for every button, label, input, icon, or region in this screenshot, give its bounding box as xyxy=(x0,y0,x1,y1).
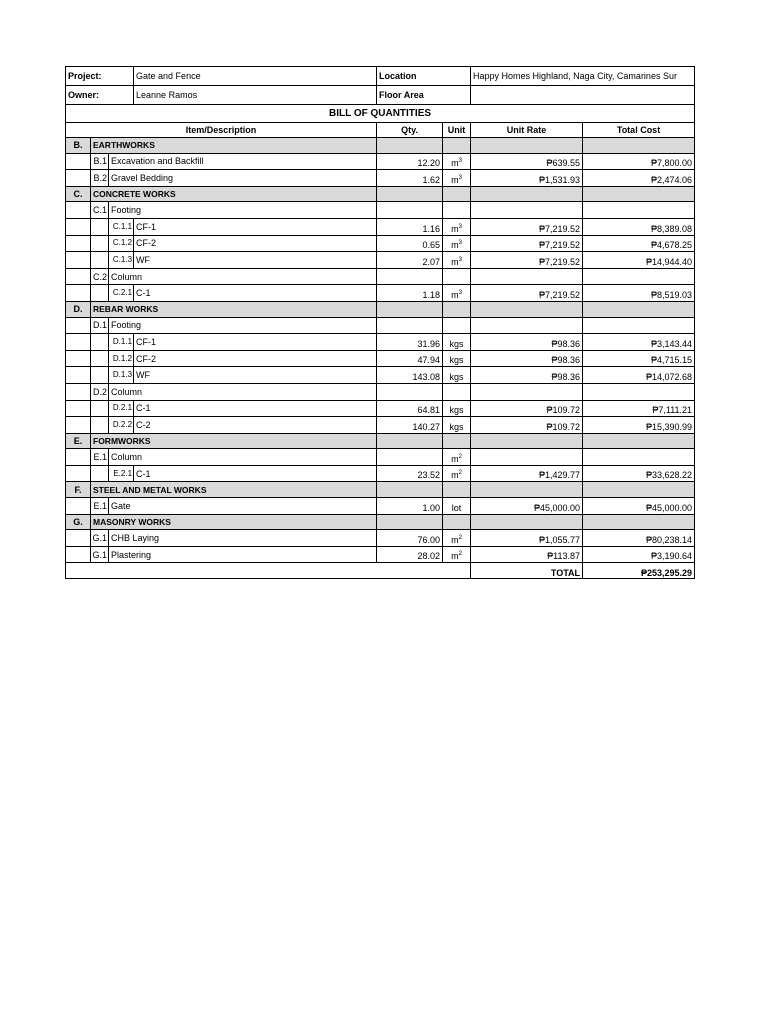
table-row xyxy=(66,546,695,563)
spacer-cell xyxy=(91,465,109,482)
table-row xyxy=(66,417,695,434)
spacer-cell xyxy=(66,153,91,170)
item-qty: 76.00 xyxy=(377,530,443,547)
item-unit xyxy=(443,498,471,515)
item-unit xyxy=(443,383,471,400)
section-total-cell xyxy=(583,433,695,449)
total-value: ₱253,295.29 xyxy=(583,563,695,579)
item-code: D.1.2 xyxy=(109,350,134,367)
item-code: C.2.1 xyxy=(109,285,134,302)
item-description: CF-2 xyxy=(134,350,377,367)
table-row xyxy=(66,268,695,285)
item-total-cost: ₱80,238.14 xyxy=(583,530,695,547)
item-unit xyxy=(443,417,471,434)
item-total-cost xyxy=(583,268,695,285)
unit-text: m xyxy=(451,551,459,562)
table-row xyxy=(66,383,695,400)
item-unit xyxy=(443,153,471,170)
spacer-cell xyxy=(91,367,109,384)
unit-text: kgs xyxy=(449,355,464,366)
section-row xyxy=(66,138,695,154)
item-qty xyxy=(377,383,443,400)
item-qty: 28.02 xyxy=(377,546,443,563)
section-qty-cell xyxy=(377,186,443,202)
col-header-item: Item/Description xyxy=(66,123,377,138)
table-row xyxy=(66,317,695,334)
item-unit xyxy=(443,252,471,269)
boq-table xyxy=(65,66,695,579)
item-qty: 23.52 xyxy=(377,465,443,482)
item-qty: 1.62 xyxy=(377,170,443,187)
item-description: WF xyxy=(134,252,377,269)
item-qty: 64.81 xyxy=(377,400,443,417)
section-total-cell xyxy=(583,482,695,498)
item-description: WF xyxy=(134,367,377,384)
item-unit-rate: ₱98.36 xyxy=(471,350,583,367)
unit-text: m xyxy=(451,534,459,545)
item-total-cost: ₱14,944.40 xyxy=(583,252,695,269)
table-row xyxy=(66,350,695,367)
table-row xyxy=(66,498,695,515)
section-unit-cell xyxy=(443,482,471,498)
table-row xyxy=(66,202,695,219)
total-label: TOTAL xyxy=(471,563,583,579)
total-spacer xyxy=(66,563,471,579)
item-total-cost: ₱33,628.22 xyxy=(583,465,695,482)
section-title: FORMWORKS xyxy=(91,433,377,449)
section-qty-cell xyxy=(377,301,443,317)
section-code: D. xyxy=(66,301,91,317)
unit-text: m xyxy=(451,256,459,267)
table-row xyxy=(66,449,695,466)
section-qty-cell xyxy=(377,514,443,530)
item-unit xyxy=(443,218,471,235)
unit-text: kgs xyxy=(449,371,464,382)
unit-exponent: 3 xyxy=(458,256,462,263)
item-description: C-2 xyxy=(134,417,377,434)
spacer-cell xyxy=(91,400,109,417)
item-description: CF-2 xyxy=(134,235,377,252)
item-total-cost: ₱45,000.00 xyxy=(583,498,695,515)
item-code: D.1.1 xyxy=(109,334,134,351)
item-total-cost: ₱4,715.15 xyxy=(583,350,695,367)
item-code: G.1 xyxy=(91,546,109,563)
spacer-cell xyxy=(66,170,91,187)
item-code: C.1.3 xyxy=(109,252,134,269)
spacer-cell xyxy=(66,317,91,334)
floor-area-value xyxy=(471,86,695,105)
table-row xyxy=(66,530,695,547)
section-rate-cell xyxy=(471,482,583,498)
item-qty: 0.65 xyxy=(377,235,443,252)
item-unit-rate: ₱45,000.00 xyxy=(471,498,583,515)
spacer-cell xyxy=(66,530,91,547)
document-title: BILL OF QUANTITIES xyxy=(66,105,695,123)
item-unit xyxy=(443,268,471,285)
unit-text: m xyxy=(451,240,459,251)
spacer-cell xyxy=(91,252,109,269)
col-header-unit-rate: Unit Rate xyxy=(471,123,583,138)
unit-exponent: 3 xyxy=(458,289,462,296)
item-code: G.1 xyxy=(91,530,109,547)
col-header-unit: Unit xyxy=(443,123,471,138)
item-qty xyxy=(377,202,443,219)
item-code: C.1.2 xyxy=(109,235,134,252)
floor-area-label: Floor Area xyxy=(377,86,471,105)
item-unit-rate: ₱98.36 xyxy=(471,334,583,351)
table-row xyxy=(66,334,695,351)
column-header-row xyxy=(66,123,695,138)
section-rate-cell xyxy=(471,301,583,317)
section-total-cell xyxy=(583,514,695,530)
spacer-cell xyxy=(66,465,91,482)
spacer-cell xyxy=(91,334,109,351)
table-row xyxy=(66,153,695,170)
item-unit xyxy=(443,367,471,384)
spacer-cell xyxy=(66,268,91,285)
section-unit-cell xyxy=(443,433,471,449)
item-total-cost: ₱3,143.44 xyxy=(583,334,695,351)
spacer-cell xyxy=(91,235,109,252)
item-total-cost: ₱4,678.25 xyxy=(583,235,695,252)
spacer-cell xyxy=(66,498,91,515)
item-total-cost xyxy=(583,202,695,219)
item-code: D.1 xyxy=(91,317,109,334)
section-total-cell xyxy=(583,186,695,202)
spacer-cell xyxy=(66,334,91,351)
item-description: Column xyxy=(109,268,377,285)
item-code: E.1 xyxy=(91,498,109,515)
item-description: Excavation and Backfill xyxy=(109,153,377,170)
spacer-cell xyxy=(91,417,109,434)
project-row xyxy=(66,67,695,86)
table-row xyxy=(66,285,695,302)
table-row xyxy=(66,235,695,252)
item-total-cost: ₱8,389.08 xyxy=(583,218,695,235)
item-description: C-1 xyxy=(134,465,377,482)
item-unit xyxy=(443,202,471,219)
item-qty: 1.16 xyxy=(377,218,443,235)
item-unit-rate xyxy=(471,449,583,466)
item-code: C.2 xyxy=(91,268,109,285)
section-qty-cell xyxy=(377,433,443,449)
table-row xyxy=(66,367,695,384)
item-unit-rate xyxy=(471,202,583,219)
item-total-cost xyxy=(583,317,695,334)
section-row xyxy=(66,482,695,498)
unit-text: m xyxy=(451,453,459,464)
unit-text: m xyxy=(451,158,459,169)
item-unit-rate xyxy=(471,383,583,400)
item-description: Footing xyxy=(109,202,377,219)
section-total-cell xyxy=(583,301,695,317)
item-description: CF-1 xyxy=(134,218,377,235)
item-qty: 140.27 xyxy=(377,417,443,434)
item-total-cost: ₱7,111.21 xyxy=(583,400,695,417)
item-unit-rate: ₱113.87 xyxy=(471,546,583,563)
item-unit xyxy=(443,317,471,334)
owner-label: Owner: xyxy=(66,86,134,105)
section-title: EARTHWORKS xyxy=(91,138,377,154)
item-description: Footing xyxy=(109,317,377,334)
item-description: Plastering xyxy=(109,546,377,563)
location-value: Happy Homes Highland, Naga City, Camarines Sur xyxy=(471,67,695,86)
item-unit xyxy=(443,465,471,482)
table-row xyxy=(66,218,695,235)
spacer-cell xyxy=(66,285,91,302)
unit-exponent: 3 xyxy=(458,223,462,230)
unit-text: kgs xyxy=(449,405,464,416)
section-qty-cell xyxy=(377,138,443,154)
section-total-cell xyxy=(583,138,695,154)
item-code: B.2 xyxy=(91,170,109,187)
item-description: CF-1 xyxy=(134,334,377,351)
section-unit-cell xyxy=(443,186,471,202)
title-row xyxy=(66,105,695,123)
unit-exponent: 2 xyxy=(458,534,462,541)
section-qty-cell xyxy=(377,482,443,498)
project-label: Project: xyxy=(66,67,134,86)
item-unit-rate: ₱109.72 xyxy=(471,417,583,434)
item-unit xyxy=(443,350,471,367)
unit-text: lot xyxy=(451,502,462,513)
table-row xyxy=(66,400,695,417)
item-unit-rate: ₱7,219.52 xyxy=(471,252,583,269)
item-unit-rate: ₱639.55 xyxy=(471,153,583,170)
item-unit-rate xyxy=(471,317,583,334)
bill-of-quantities-sheet xyxy=(65,66,694,579)
item-code: D.2 xyxy=(91,383,109,400)
item-qty xyxy=(377,449,443,466)
item-unit xyxy=(443,334,471,351)
spacer-cell xyxy=(66,350,91,367)
item-total-cost: ₱3,190.64 xyxy=(583,546,695,563)
col-header-total-cost: Total Cost xyxy=(583,123,695,138)
unit-text: m xyxy=(451,174,459,185)
item-qty: 31.96 xyxy=(377,334,443,351)
col-header-qty: Qty. xyxy=(377,123,443,138)
item-total-cost: ₱2,474.06 xyxy=(583,170,695,187)
section-code: B. xyxy=(66,138,91,154)
spacer-cell xyxy=(91,350,109,367)
item-total-cost xyxy=(583,449,695,466)
item-qty: 2.07 xyxy=(377,252,443,269)
item-code: D.2.2 xyxy=(109,417,134,434)
spacer-cell xyxy=(66,235,91,252)
item-description: Gravel Bedding xyxy=(109,170,377,187)
item-code: E.2.1 xyxy=(109,465,134,482)
unit-exponent: 2 xyxy=(458,470,462,477)
section-code: G. xyxy=(66,514,91,530)
section-title: CONCRETE WORKS xyxy=(91,186,377,202)
section-title: MASONRY WORKS xyxy=(91,514,377,530)
section-title: STEEL AND METAL WORKS xyxy=(91,482,377,498)
item-unit xyxy=(443,546,471,563)
section-unit-cell xyxy=(443,301,471,317)
section-rate-cell xyxy=(471,514,583,530)
section-title: REBAR WORKS xyxy=(91,301,377,317)
total-row xyxy=(66,563,695,579)
unit-exponent: 3 xyxy=(458,158,462,165)
item-description: Gate xyxy=(109,498,377,515)
item-qty xyxy=(377,268,443,285)
item-unit xyxy=(443,170,471,187)
spacer-cell xyxy=(66,202,91,219)
item-unit-rate: ₱109.72 xyxy=(471,400,583,417)
unit-text: kgs xyxy=(449,421,464,432)
owner-value: Leanne Ramos xyxy=(134,86,377,105)
item-qty: 1.18 xyxy=(377,285,443,302)
owner-row xyxy=(66,86,695,105)
item-description: C-1 xyxy=(134,400,377,417)
section-rate-cell xyxy=(471,433,583,449)
section-rate-cell xyxy=(471,138,583,154)
section-row xyxy=(66,186,695,202)
spacer-cell xyxy=(66,449,91,466)
item-unit-rate: ₱7,219.52 xyxy=(471,235,583,252)
unit-exponent: 2 xyxy=(458,453,462,460)
item-code: D.1.3 xyxy=(109,367,134,384)
item-unit xyxy=(443,530,471,547)
item-code: B.1 xyxy=(91,153,109,170)
item-unit-rate: ₱98.36 xyxy=(471,367,583,384)
section-row xyxy=(66,301,695,317)
spacer-cell xyxy=(66,400,91,417)
item-description: C-1 xyxy=(134,285,377,302)
item-unit-rate: ₱1,055.77 xyxy=(471,530,583,547)
item-unit-rate xyxy=(471,268,583,285)
spacer-cell xyxy=(91,218,109,235)
item-code: C.1 xyxy=(91,202,109,219)
item-total-cost: ₱8,519.03 xyxy=(583,285,695,302)
item-code: D.2.1 xyxy=(109,400,134,417)
item-description: Column xyxy=(109,383,377,400)
item-description: CHB Laying xyxy=(109,530,377,547)
spacer-cell xyxy=(66,367,91,384)
unit-text: kgs xyxy=(449,338,464,349)
item-unit xyxy=(443,235,471,252)
item-total-cost: ₱15,390.99 xyxy=(583,417,695,434)
spacer-cell xyxy=(66,252,91,269)
section-row xyxy=(66,514,695,530)
item-unit xyxy=(443,449,471,466)
section-rate-cell xyxy=(471,186,583,202)
item-unit-rate: ₱7,219.52 xyxy=(471,285,583,302)
item-description: Column xyxy=(109,449,377,466)
item-unit xyxy=(443,400,471,417)
table-row xyxy=(66,170,695,187)
item-total-cost: ₱14,072.68 xyxy=(583,367,695,384)
unit-exponent: 3 xyxy=(458,240,462,247)
unit-text: m xyxy=(451,223,459,234)
item-total-cost xyxy=(583,383,695,400)
item-total-cost: ₱7,800.00 xyxy=(583,153,695,170)
section-unit-cell xyxy=(443,138,471,154)
item-qty: 47.94 xyxy=(377,350,443,367)
item-qty: 143.08 xyxy=(377,367,443,384)
project-value: Gate and Fence xyxy=(134,67,377,86)
spacer-cell xyxy=(66,383,91,400)
spacer-cell xyxy=(66,417,91,434)
section-code: E. xyxy=(66,433,91,449)
item-code: C.1.1 xyxy=(109,218,134,235)
item-code: E.1 xyxy=(91,449,109,466)
unit-exponent: 3 xyxy=(458,174,462,181)
item-qty: 1.00 xyxy=(377,498,443,515)
section-unit-cell xyxy=(443,514,471,530)
item-unit-rate: ₱7,219.52 xyxy=(471,218,583,235)
section-code: F. xyxy=(66,482,91,498)
spacer-cell xyxy=(66,546,91,563)
spacer-cell xyxy=(91,285,109,302)
table-row xyxy=(66,465,695,482)
item-unit xyxy=(443,285,471,302)
unit-text: m xyxy=(451,470,459,481)
item-qty: 12.20 xyxy=(377,153,443,170)
section-code: C. xyxy=(66,186,91,202)
item-unit-rate: ₱1,531.93 xyxy=(471,170,583,187)
location-label: Location xyxy=(377,67,471,86)
spacer-cell xyxy=(66,218,91,235)
item-unit-rate: ₱1,429.77 xyxy=(471,465,583,482)
unit-exponent: 2 xyxy=(458,551,462,558)
section-row xyxy=(66,433,695,449)
table-row xyxy=(66,252,695,269)
item-qty xyxy=(377,317,443,334)
unit-text: m xyxy=(451,289,459,300)
